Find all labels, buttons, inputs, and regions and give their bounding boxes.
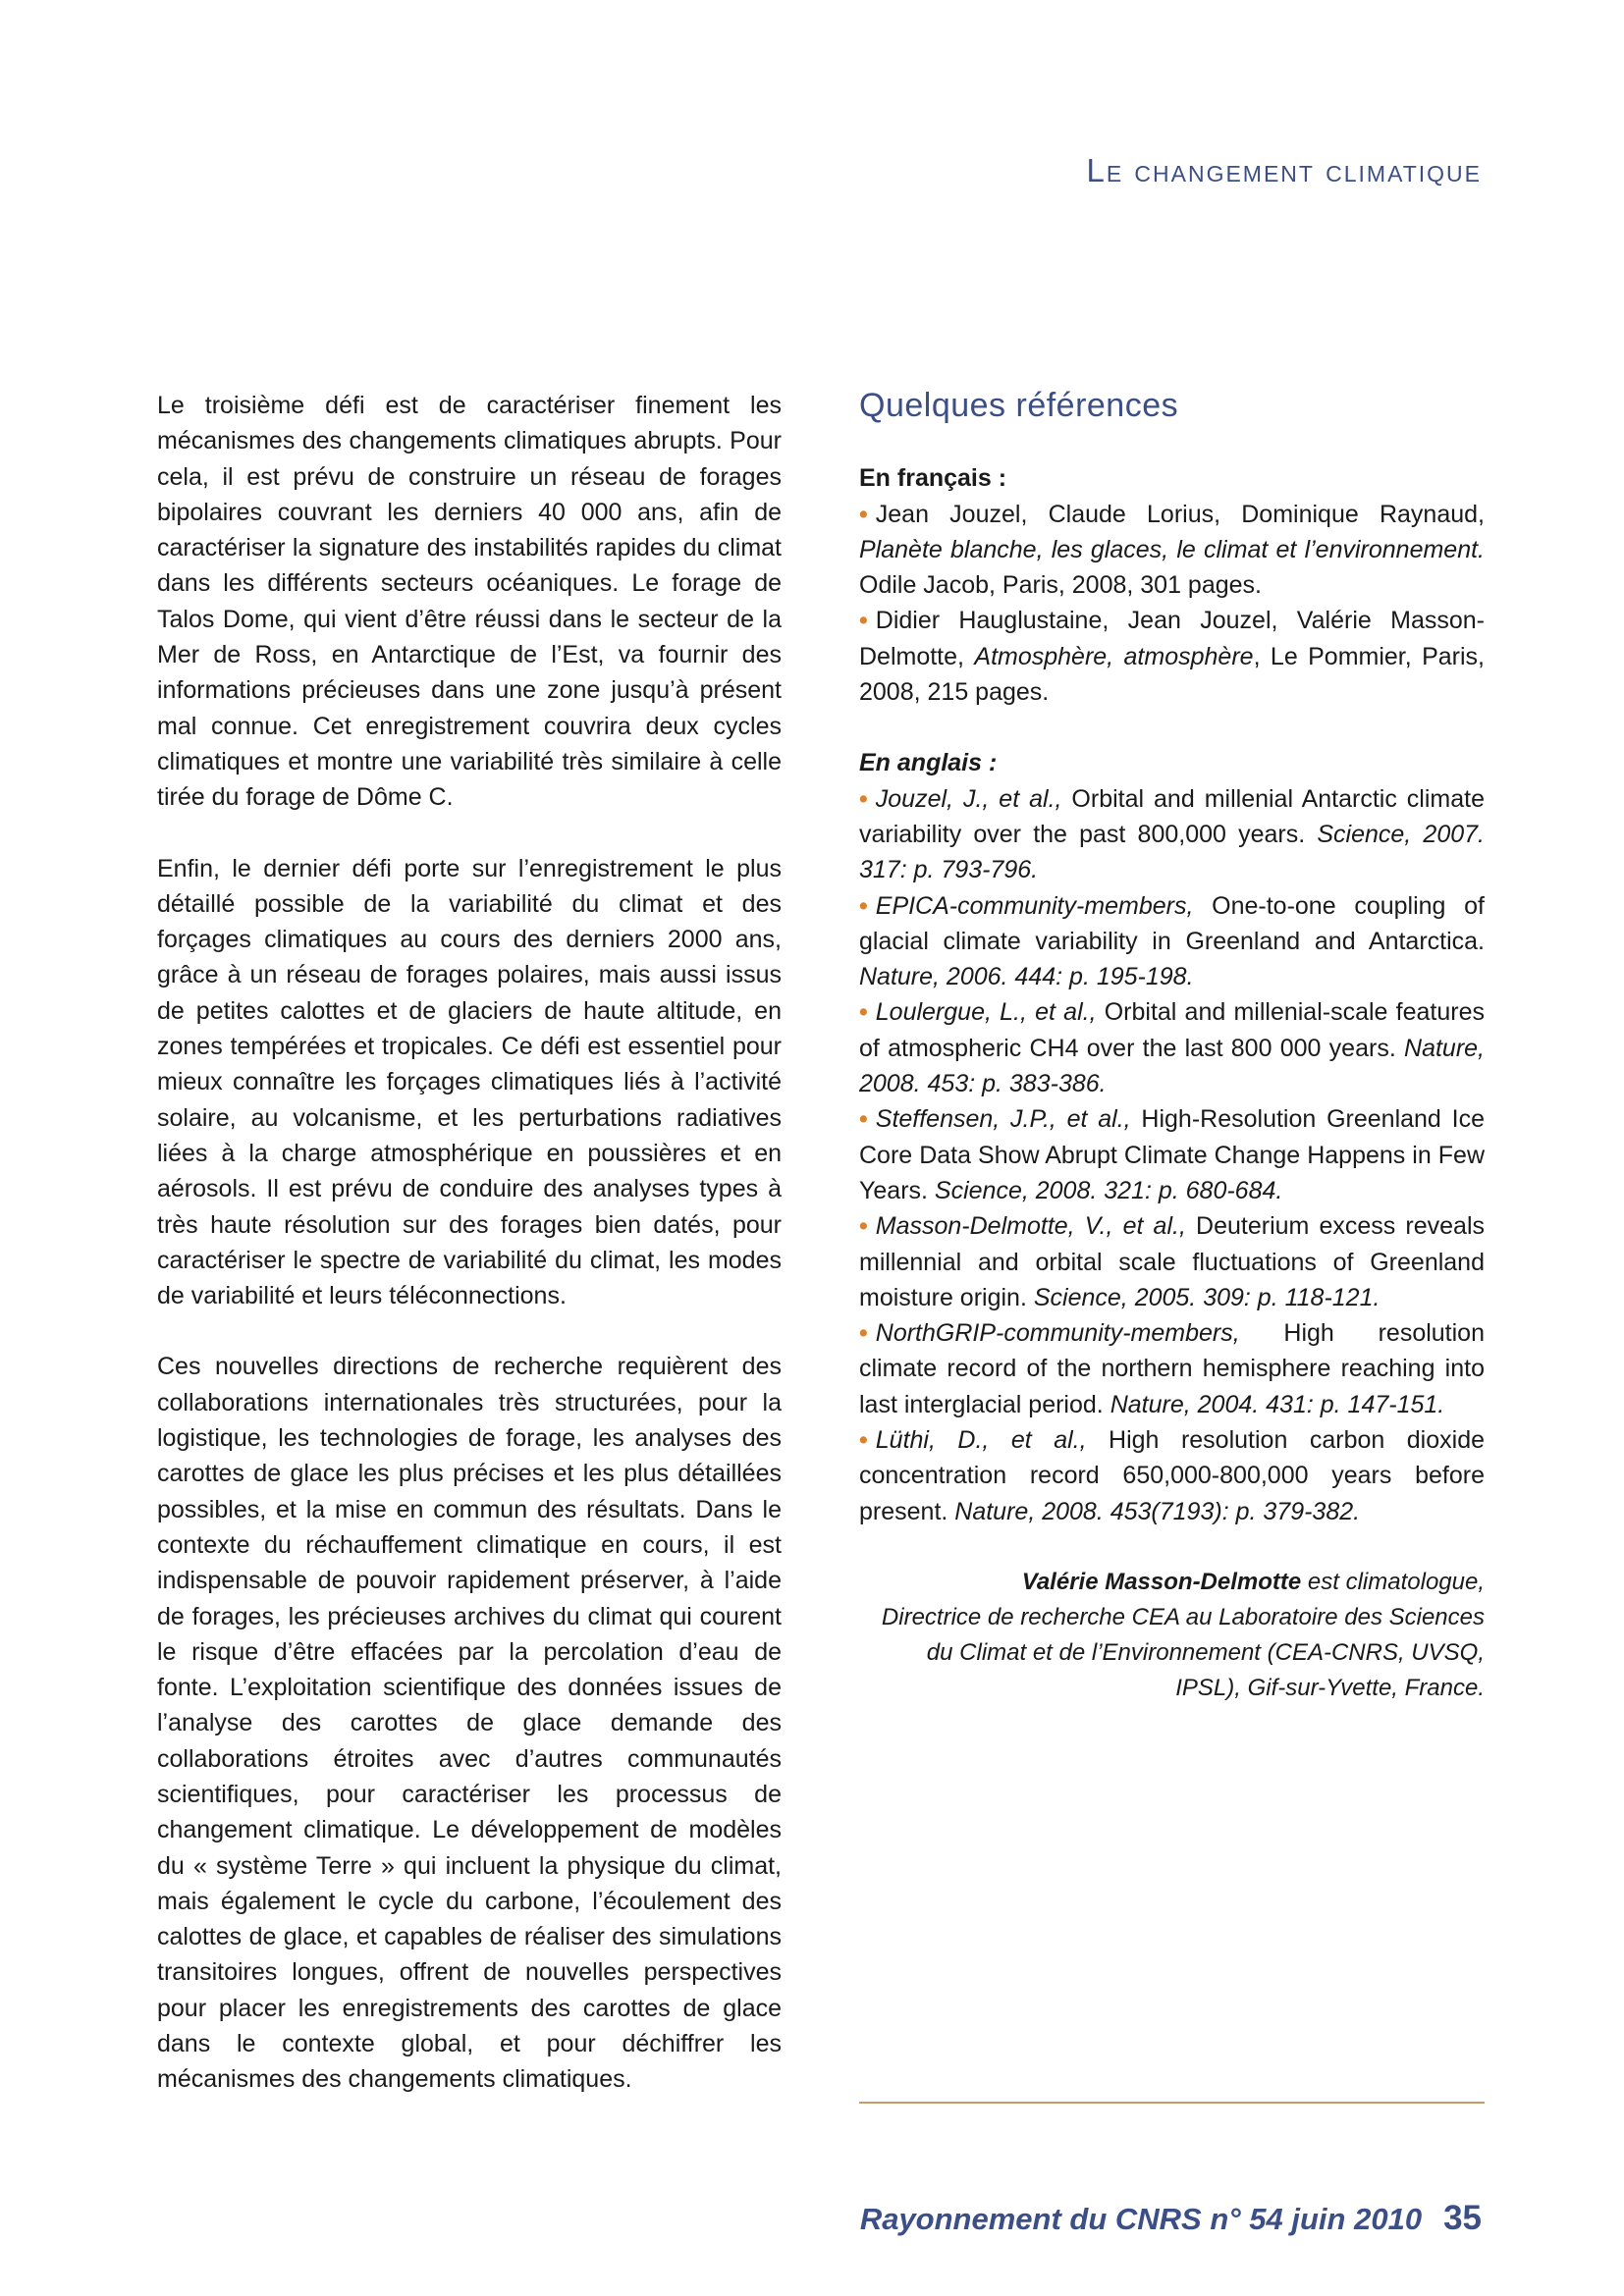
- bullet-icon: •: [859, 1212, 868, 1241]
- english-refs-heading: En anglais :: [859, 749, 998, 777]
- ref-authors: Didier Hauglustaine, Jean Jouzel, Valérie Masson-Delmotte,: [859, 607, 1485, 670]
- ref-title: High resolution climate record of the northern hemisphere reaching into last interglacial period.: [859, 1319, 1485, 1418]
- references-column: [859, 388, 1485, 1706]
- ref-authors: Masson-Delmotte, V., et al.,: [875, 1212, 1186, 1241]
- ref-authors: NorthGRIP-community-members,: [875, 1319, 1240, 1348]
- bullet-icon: •: [859, 998, 868, 1027]
- reference-item: [859, 888, 1485, 995]
- bullet-icon: •: [859, 1319, 868, 1348]
- page-footer: [860, 2199, 1482, 2238]
- ref-authors: EPICA-community-members,: [875, 891, 1194, 920]
- ref-title: Orbital and millenial-scale features of atmospheric CH4 over the last 800 000 years.: [859, 998, 1485, 1062]
- reference-item: [859, 497, 1485, 604]
- french-reference-list: [859, 497, 1485, 711]
- paragraph: Enfin, le dernier défi porte sur l’enregistrement le plus détaillé possible de la variabilité du climat et des forçages climatiques au cours des derniers 2000 ans, grâce à un réseau de forages polaires, mais aussi issus de petites calottes et de glaciers de haute altitude, en zones tempérées et tropicales. Ce défi est essentiel pour mieux connaître les forçages climatiques liés à l’activité solaire, au volcanisme, et les perturbations radiatives liées à la charge atmosphérique en poussières et en aérosols. Il est prévu de conduire des analyses types à très haute résolution sur des forages bien datés, pour caractériser le spectre de variabilité du climat, les modes de variabilité et leurs téléconnections.: [157, 854, 782, 1310]
- ref-title: Planète blanche, les glaces, le climat et l’environnement.: [859, 535, 1485, 563]
- bullet-icon: •: [859, 891, 868, 920]
- paragraph: Ces nouvelles directions de recherche requièrent des collaborations internationales très structurées, pour la logistique, les technologies de forage, les analyses des carottes de glace les plus précises et les plus détaillées possibles, et la mise en commun des résultats. Dans le contexte du réchauffement climatique en cours, il est indispensable de pouvoir rapidement préserver, à l’aide de forages, les précieuses archives du climat qui courent le risque d’être effacées par la percolation d’eau de fonte. L’exploitation scientifique des données issues de l’analyse des carottes de glace demande des collaborations étroites avec d’autres communautés scientifiques, pour caractériser les processus de changement climatique. Le développement de modèles du « système Terre » qui incluent la physique du climat, mais également le cycle du carbone, l’écoulement des calottes de glace, et capables de réaliser des simulations transitoires longues, offrent de nouvelles perspectives pour placer les enregistrements des carottes de glace dans le contexte global, et pour déchiffrer les mécanismes des changements climatiques.: [157, 1353, 782, 2094]
- reference-item: [859, 1315, 1485, 1422]
- bullet-icon: •: [859, 607, 868, 635]
- running-title: Le changement climatique: [1086, 152, 1482, 188]
- ref-title: High-Resolution Greenland Ice Core Data Show Abrupt Climate Change Happens in Few Years.: [859, 1105, 1485, 1204]
- ref-authors: Jean Jouzel, Claude Lorius, Dominique Raynaud,: [875, 500, 1485, 528]
- references-title: Quelques références: [859, 387, 1179, 424]
- reference-item: [859, 1208, 1485, 1315]
- ref-title: One-to-one coupling of glacial climate variability in Greenland and Antarctica.: [859, 891, 1485, 955]
- ref-title: Deuterium excess reveals millennial and orbital scale fluctuations of Greenland moisture origin.: [859, 1212, 1486, 1311]
- ref-authors: Lüthi, D., et al.,: [875, 1426, 1087, 1455]
- author-name: Valérie Masson-Delmotte: [1021, 1568, 1302, 1595]
- reference-item: [859, 1101, 1485, 1208]
- ref-publication: Odile Jacob, Paris, 2008, 301 pages.: [859, 571, 1262, 600]
- ref-title: High resolution carbon dioxide concentration record 650,000-800,000 years before present.: [859, 1426, 1485, 1525]
- bullet-icon: •: [859, 784, 868, 813]
- ref-publication: , Le Pommier, Paris, 2008, 215 pages.: [859, 642, 1486, 707]
- reference-item: [859, 781, 1485, 888]
- body-text-column: [157, 388, 782, 2133]
- ref-publication: Nature, 2008. 453: p. 383-386.: [859, 1034, 1485, 1098]
- reference-item: [859, 994, 1485, 1101]
- reference-item: [859, 603, 1485, 710]
- paragraph: Le troisième défi est de caractériser finement les mécanismes des changements climatiques abrupts. Pour cela, il est prévu de construire un réseau de forages bipolaires couvrant les derniers 40 000 ans, afin de caractériser la signature des instabilités rapides du climat dans les différents secteurs océaniques. Le forage de Talos Dome, qui vient d’être réussi dans le secteur de la Mer de Ross, en Antarctique de l’Est, va fournir des informations précieuses dans une zone jusqu’à présent mal connue. Cet enregistrement couvrira deux cycles climatiques et montre une variabilité très similaire à celle tirée du forage de Dôme C.: [157, 392, 782, 812]
- author-affiliation: Directrice de recherche CEA au Laboratoire des Sciences du Climat et de l’Environnement (CEA-CNRS, UVSQ, IPSL), Gif-sur-Yvette, France.: [881, 1603, 1485, 1701]
- ref-authors: Loulergue, L., et al.,: [875, 998, 1097, 1027]
- ref-title: Atmosphère, atmosphère: [974, 642, 1254, 670]
- ref-authors: Jouzel, J., et al.,: [875, 784, 1062, 813]
- french-refs-heading: En français :: [859, 464, 1007, 493]
- column-divider-rule: [859, 2102, 1485, 2104]
- ref-title: Orbital and millenial Antarctic climate variability over the past 800,000 years.: [859, 784, 1485, 848]
- bullet-icon: •: [859, 1105, 868, 1134]
- author-signature: [859, 1565, 1485, 1706]
- english-reference-list: [859, 781, 1485, 1529]
- page-number: 35: [1443, 2199, 1482, 2237]
- ref-publication: Science, 2008. 321: p. 680-684.: [934, 1176, 1283, 1204]
- reference-item: [859, 1422, 1485, 1529]
- ref-publication: Science, 2007. 317: p. 793-796.: [859, 820, 1485, 884]
- bullet-icon: •: [859, 500, 868, 528]
- ref-publication: Nature, 2008. 453(7193): p. 379-382.: [954, 1497, 1361, 1525]
- author-role: est climatologue,: [1301, 1568, 1485, 1595]
- ref-publication: Nature, 2004. 431: p. 147-151.: [1110, 1390, 1445, 1418]
- ref-publication: Nature, 2006. 444: p. 195-198.: [859, 963, 1194, 991]
- bullet-icon: •: [859, 1426, 868, 1455]
- ref-publication: Science, 2005. 309: p. 118-121.: [1033, 1283, 1380, 1311]
- publication-name: Rayonnement du CNRS n° 54 juin 2010: [859, 2202, 1423, 2236]
- ref-authors: Steffensen, J.P., et al.,: [875, 1105, 1131, 1134]
